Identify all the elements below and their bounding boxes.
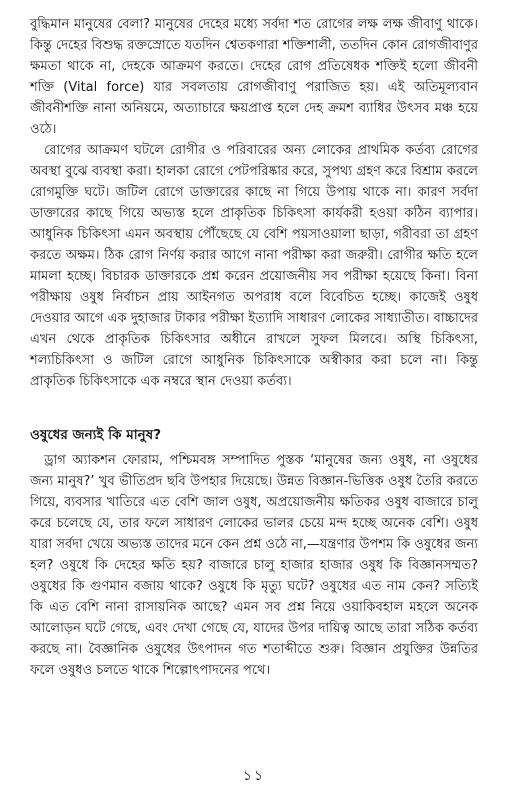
section-heading: ওষুধের জন্যই কি মানুষ? xyxy=(30,427,162,443)
body-paragraph-1: বুদ্ধিমান মানুষের বেলা? মানুষের দেহের মধ্যে সর্বদা শত রোগের লক্ষ লক্ষ জীবাণু থাকে। কিন্তু দেহের বিশুদ্ধ রক্তস্রোতে যতদিন শ্বেতকণারা শক্তিশালী, ততদিন কোন রোগজীবাণুর ক্ষমতা থাকে না, দেহকে আক্রমণ করতে। দেহের রোগ প্রতিষেধক শক্তিই হলো জীবনী শক্তি (Vital force) যার সবলতায় রোগজীবাণু পরাজিত হয়। এই অতিমূল্যবান জীবনীশক্তি নানা অনিয়মে, অত্যাচারে ক্ষয়প্রাপ্ত হলে দেহ ক্রমশ ব্যাধির উৎসব মঞ্চ হয়ে ওঠে। xyxy=(30,17,478,137)
page-number: ১১ xyxy=(242,768,266,784)
section-spacer xyxy=(30,392,478,424)
body-paragraph-2: রোগের আক্রমণ ঘটলে রোগীর ও পরিবারের অন্য লোকের প্রাথমিক কর্তব্য রোগের অবস্থা বুঝে ব্যবস্থা করা। হালকা রোগে পেটপরিষ্কার করে, সুপথ্য গ্রহণ করে বিশ্রাম করলে রোগমুক্তি ঘটে। জটিল রোগে ডাক্তারের কাছে না গিয়ে উপায় থাকে না। কারণ সর্বদা ডাক্তারের কাছে গিয়ে অভ্যস্ত হলে প্রাকৃতিক চিকিৎসা কার্যকরী হওয়া কঠিন ব্যাপার। আধুনিক চিকিৎসা এমন অবস্থায় পৌঁছেছে যে বেশি পয়সাওয়ালা ছাড়া, গরীবরা তা গ্রহণ করতে অক্ষম। ঠিক রোগ নির্ণয় করার আগে নানা পরীক্ষা করা জরুরী। রোগীর ক্ষতি হলে মামলা হচ্ছে। বিচারক ডাক্তারকে প্রশ্ন করেন প্রয়োজনীয় সব পরীক্ষা হয়েছে কিনা। বিনা পরীক্ষায় ওষুধ নির্বাচন প্রায় আইনগত অপরাধ বলে বিবেচিত হচ্ছে। কাজেই ওষুধ দেওয়ার আগে এক দুহাজার টাকার পরীক্ষা ইত্যাদি সাধারণ লোকের সাধ্যাতীত। বাচ্চাদের এখন থেকে প্রাকৃতিক চিকিৎসার অধীনে রাখলে সুফল মিলবে। অস্থি চিকিৎসা, শল্যচিকিৎসা ও জটিল রোগে আধুনিক চিকিৎসাকে অস্বীকার করা চলে না। কিন্তু প্রাকৃতিক চিকিৎসাকে এক নম্বরে স্থান দেওয়া কর্তব্য। xyxy=(30,143,478,389)
section-paragraph: ড্রাগ অ্যাকশন ফোরাম, পশ্চিমবঙ্গ সম্পাদিত পুস্তক ‘মানুষের জন্য ওষুধ, না ওষুধের জন্য মানুষ?’ খুব ভীতিপ্রদ ছবি উপহার দিয়েছে। উন্নত বিজ্ঞান-ভিত্তিক ওষুধ তৈরি করতে গিয়ে, ব্যবসার খাতিরে এত বেশি জাল ওষুধ, অপ্রয়োজনীয় ক্ষতিকর ওষুধ বাজারে চালু করে চলেছে যে, তার ফলে সাধারণ লোকের ভালর চেয়ে মন্দ হচ্ছে অনেক বেশি। ওষুধ যারা সর্বদা খেয়ে অভ্যস্ত তাদের মনে কেন প্রশ্ন ওঠে না,—যন্ত্রণার উপশম কি ওষুধের জন্য হল? ওষুধে কি দেহের ক্ষতি হয়? বাজারে চালু হাজার হাজার ওষুধ কি বিজ্ঞানসম্মত? ওষুধের কি গুণমান বজায় থাকে? ওষুধে কি মৃত্যু ঘটে? ওষুধের এত নাম কেন? সত্যিই কি এত বেশি নানা রাসায়নিক আছে? এমন সব প্রশ্ন নিয়ে ওয়াকিবহাল মহলে অনেক আলোড়ন ঘটে গেছে, এবং দেখা গেছে যে, যাদের উপর দায়িত্ব আছে তারা সঠিক কর্তব্য করছে না। বৈজ্ঞানিক ওষুধের উৎপাদন গত শতাব্দীতে শুরু। বিজ্ঞান প্রযুক্তির উন্নতির ফলে ওষুধও চলতে থাকে শিল্পোৎপাদনের পথে। xyxy=(30,453,478,678)
